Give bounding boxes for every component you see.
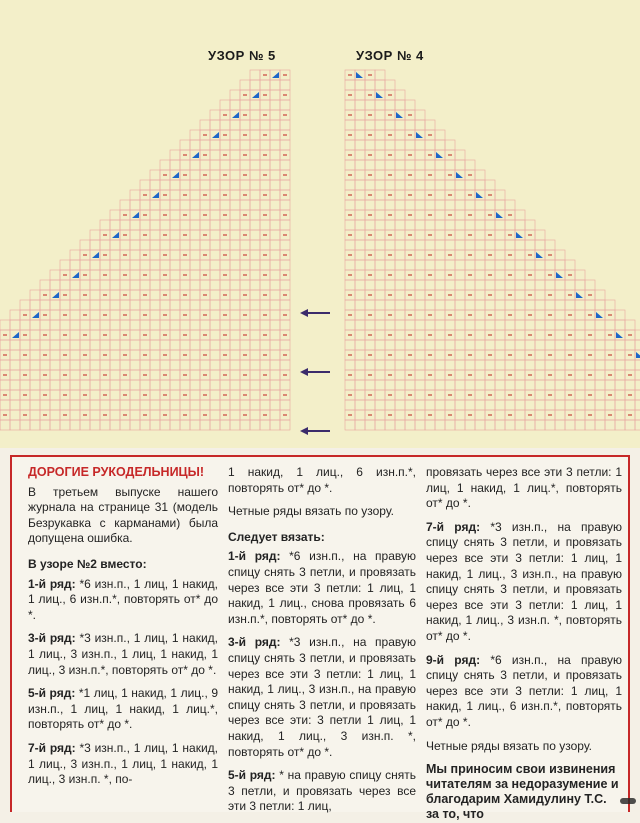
should-heading: Следует вязать:	[228, 529, 325, 544]
continued-text: 1 накид, 1 лиц., 6 изн.п.*, повторять от* до *.	[228, 465, 416, 495]
continued-text: провязать через все эти 3 петли: 1 лиц, 1 накид, 1 лиц.*, повторять от* до *.	[426, 465, 622, 511]
instead-row: 5-й ряд: *1 лиц, 1 накид, 1 лиц., 9 изн.п., 1 лиц, 1 накид, 1 лиц.*, повторять от* до *.	[28, 686, 218, 732]
instead-row: 3-й ряд: *3 изн.п., 1 лиц, 1 накид, 1 лиц., 3 изн.п., 1 лиц, 1 накид, 1 лиц., 3 изн.п.*, повторять от* до *.	[28, 631, 218, 677]
arrow-left-icon	[300, 367, 330, 377]
pattern-5-title: УЗОР № 5	[208, 48, 276, 63]
should-row: 9-й ряд: *6 изн.п., на правую спицу снять 3 петли, и провязать через все эти 3 петли: 1 лиц, 1 накид, 1 лиц., 6 изн.п.*, повторять от* до *.	[426, 652, 622, 729]
instead-row: 1-й ряд: *6 изн.п., 1 лиц, 1 накид, 1 лиц., 6 изн.п.*, повторять от* до *.	[28, 576, 218, 622]
pattern-5-grid	[0, 70, 290, 430]
notice-heading: ДОРОГИЕ РУКОДЕЛЬНИЦЫ!	[28, 465, 205, 479]
instead-row: 7-й ряд: *3 изн.п., 1 лиц, 1 накид, 1 лиц., 3 изн.п., 1 лиц, 1 накид, 1 лиц., 3 изн.п. *, по-	[28, 740, 218, 787]
should-row: 3-й ряд: *3 изн.п., на правую спицу снять 3 петли, и провязать через все эти 3 петли: 1 лиц, 1 накид, 1 лиц., 3 изн.п., на правую спицу снять 3 петли, и провязать через все эти: 3 петли 1 лиц, 1 накид, 1 лиц., 3 изн.п. *, повторять от* до *.	[228, 635, 416, 759]
arrow-left-icon	[300, 426, 330, 436]
should-row: 1-й ряд: *6 изн.п., на правую спицу снять 3 петли, и провязать через все эти 3 петли: 1 лиц, 1 накид, 1 лиц., снова провязать 6 изн.п.*, повторять от* до *.	[228, 549, 416, 626]
notice-column-3	[426, 465, 622, 822]
should-row: 5-й ряд: * на правую спицу снять 3 петли, и провязать через все эти 3 петли: 1 лиц,	[228, 768, 417, 814]
even-rows-note: Четные ряды вязать по узору.	[426, 738, 592, 753]
even-rows-note: Четные ряды вязать по узору.	[228, 504, 394, 519]
watermark-logo	[620, 798, 636, 804]
apology-text: Мы приносим свои извинения читателям за недоразумение и благодарим Хамидулину Т.С. за то, что	[426, 762, 619, 822]
pattern-4-grid	[345, 70, 640, 430]
instead-heading: В узоре №2 вместо:	[28, 556, 147, 571]
notice-intro: В третьем выпуске нашего журнала на странице 31 (модель Безрукавка с карманами) была допущена ошибка.	[28, 484, 218, 546]
notice-column-1	[28, 465, 218, 796]
pattern-4-title: УЗОР № 4	[356, 48, 424, 63]
should-row: 7-й ряд: *3 изн.п., на правую спицу снять 3 петли, и провязать через все эти 3 петли: 1 лиц, 1 накид, 1 лиц., 3 изн.п., на правую спицу снять 3 петли, и провязать через все эти 3 петли: 1 лиц, 1 накид, 1 лиц., 3 изн.п. *, повторять от* до *.	[426, 519, 622, 643]
correction-notice	[10, 455, 630, 822]
notice-column-2	[228, 465, 416, 823]
arrow-left-icon	[300, 308, 330, 318]
